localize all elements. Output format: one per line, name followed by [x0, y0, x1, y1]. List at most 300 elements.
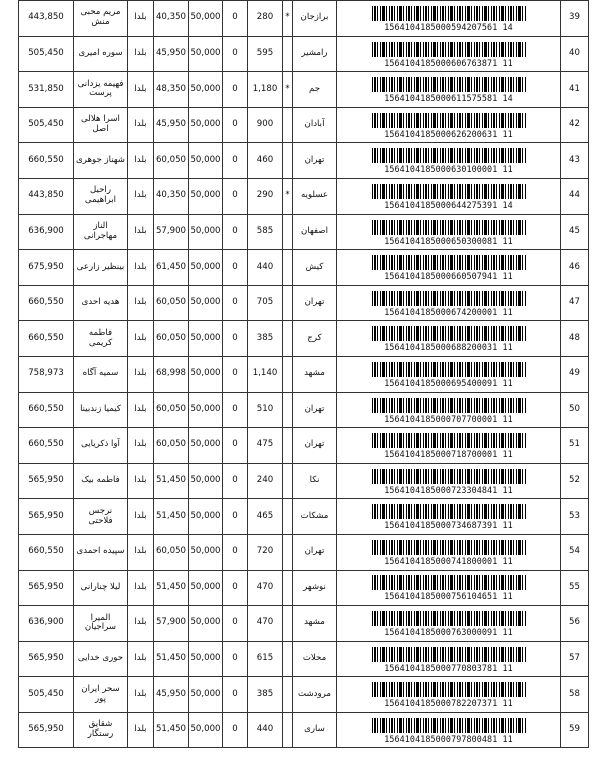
total-cell: [19, 641, 74, 677]
base-fee-cell: [189, 606, 223, 642]
city-cell: [293, 677, 337, 713]
row-name: بینظیر زارعی: [76, 261, 125, 272]
zero-cell: [223, 463, 248, 499]
city-cell: [293, 428, 337, 464]
row-total: 565,950: [28, 475, 64, 486]
row-amount: 45,950: [155, 688, 187, 699]
barcode-number: 1564104185000660507941 11: [384, 271, 513, 282]
city-cell: [293, 463, 337, 499]
row-type: بلدا: [134, 83, 147, 94]
row-total: 660,550: [28, 439, 64, 450]
amount-cell: [154, 72, 189, 108]
row-city: کیش: [305, 261, 324, 272]
row-base: 50,000: [190, 546, 221, 557]
row-index-cell: [561, 463, 589, 499]
row-city: تهران: [304, 403, 325, 414]
zero-cell: [223, 570, 248, 606]
row-type: بلدا: [134, 581, 147, 592]
recipient-name-cell: [74, 428, 128, 464]
row-amount: 48,350: [155, 83, 187, 94]
amount-cell: [154, 606, 189, 642]
base-fee-cell: [189, 107, 223, 143]
row-city: اصفهان: [301, 225, 328, 236]
barcode-number: 1564104185000707700001 11: [384, 413, 513, 424]
row-type: بلدا: [134, 12, 147, 23]
row-index-cell: [561, 570, 589, 606]
row-index-cell: [561, 499, 589, 535]
star-cell: [283, 677, 293, 713]
row-total: 505,450: [28, 47, 64, 58]
row-base: 50,000: [190, 83, 221, 94]
row-idx: 45: [569, 225, 580, 236]
row-city: مشکات: [300, 510, 329, 521]
recipient-name-cell: [74, 178, 128, 214]
base-fee-cell: [189, 356, 223, 392]
row-amount: 51,450: [155, 475, 187, 486]
row-number: 585: [256, 225, 274, 236]
row-base: 50,000: [190, 475, 221, 486]
base-fee-cell: [189, 285, 223, 321]
barcode-cell: [337, 463, 561, 499]
barcode-graphic: [372, 184, 526, 199]
barcode-cell: [337, 36, 561, 72]
star-cell: [283, 570, 293, 606]
star-cell: [283, 250, 293, 286]
row-city: نکا: [309, 475, 320, 486]
row-total: 660,550: [28, 546, 64, 557]
row-type: بلدا: [134, 510, 147, 521]
row-number: 1,140: [252, 368, 278, 379]
total-cell: [19, 36, 74, 72]
barcode-cell: [337, 107, 561, 143]
barcode-cell: [337, 1, 561, 37]
row-city: تهران: [304, 546, 325, 557]
row-index-cell: [561, 1, 589, 37]
row-base: 50,000: [190, 617, 221, 628]
row-total: 443,850: [28, 190, 64, 201]
total-cell: [19, 178, 74, 214]
barcode-graphic: [372, 433, 526, 448]
zero-cell: [223, 534, 248, 570]
barcode-graphic: [372, 611, 526, 626]
row-city: تهران: [304, 297, 325, 308]
base-fee-cell: [189, 428, 223, 464]
row-idx: 41: [569, 83, 580, 94]
base-fee-cell: [189, 641, 223, 677]
weight-cell: [248, 570, 283, 606]
amount-cell: [154, 107, 189, 143]
barcode-cell: [337, 534, 561, 570]
amount-cell: [154, 677, 189, 713]
row-zero: 0: [232, 190, 238, 201]
recipient-name-cell: [74, 534, 128, 570]
row-number: 460: [256, 154, 274, 165]
row-total: 636,900: [28, 617, 64, 628]
recipient-name-cell: [74, 214, 128, 250]
barcode-cell: [337, 606, 561, 642]
amount-cell: [154, 321, 189, 357]
row-idx: 39: [569, 12, 580, 23]
weight-cell: [248, 321, 283, 357]
star-cell: [283, 178, 293, 214]
row-idx: 48: [569, 332, 580, 343]
total-cell: [19, 712, 74, 748]
amount-cell: [154, 250, 189, 286]
table-row: [19, 72, 589, 108]
row-type: بلدا: [134, 261, 147, 272]
zero-cell: [223, 677, 248, 713]
star-cell: [283, 534, 293, 570]
row-total: 660,550: [28, 297, 64, 308]
row-number: 240: [256, 475, 274, 486]
barcode-cell: [337, 143, 561, 179]
total-cell: [19, 392, 74, 428]
row-type: بلدا: [134, 368, 147, 379]
row-type: بلدا: [134, 475, 147, 486]
table-row: [19, 463, 589, 499]
base-fee-cell: [189, 499, 223, 535]
row-zero: 0: [232, 154, 238, 165]
base-fee-cell: [189, 712, 223, 748]
row-name: آوا ذکریایی: [81, 439, 120, 450]
total-cell: [19, 534, 74, 570]
barcode-graphic: [372, 42, 526, 57]
barcode-number: 1564104185000644275391 14: [384, 199, 513, 210]
row-index-cell: [561, 285, 589, 321]
city-cell: [293, 250, 337, 286]
weight-cell: [248, 250, 283, 286]
barcode-cell: [337, 321, 561, 357]
row-type: بلدا: [134, 332, 147, 343]
table-row: [19, 285, 589, 321]
row-index-cell: [561, 641, 589, 677]
row-type: بلدا: [134, 154, 147, 165]
row-city: برازجان: [300, 12, 329, 23]
row-zero: 0: [232, 581, 238, 592]
barcode-graphic: [372, 362, 526, 377]
total-cell: [19, 570, 74, 606]
recipient-name-cell: [74, 143, 128, 179]
total-cell: [19, 250, 74, 286]
table-row: [19, 107, 589, 143]
amount-cell: [154, 392, 189, 428]
row-zero: 0: [232, 119, 238, 130]
row-name: لیلا چنارانی: [80, 581, 121, 592]
barcode-number: 1564104185000674200001 11: [384, 306, 513, 317]
row-amount: 60,050: [155, 332, 187, 343]
barcode-graphic: [372, 718, 526, 733]
row-amount: 60,050: [155, 154, 187, 165]
barcode-number: 1564104185000756104651 11: [384, 591, 513, 602]
row-type: بلدا: [134, 724, 147, 735]
row-index-cell: [561, 178, 589, 214]
barcode-number: 1564104185000797800481 11: [384, 733, 513, 744]
base-fee-cell: [189, 392, 223, 428]
base-fee-cell: [189, 677, 223, 713]
amount-cell: [154, 499, 189, 535]
total-cell: [19, 214, 74, 250]
amount-cell: [154, 641, 189, 677]
row-number: 615: [256, 653, 274, 664]
row-name: مریم محبی منش: [80, 7, 121, 28]
row-idx: 50: [569, 403, 580, 414]
table-row: [19, 534, 589, 570]
barcode-cell: [337, 392, 561, 428]
zero-cell: [223, 321, 248, 357]
row-type: بلدا: [134, 439, 147, 450]
amount-cell: [154, 1, 189, 37]
barcode-graphic: [372, 398, 526, 413]
weight-cell: [248, 356, 283, 392]
barcode-graphic: [372, 113, 526, 128]
zero-cell: [223, 392, 248, 428]
row-number: 440: [256, 261, 274, 272]
row-name: کیمیا زندبینا: [80, 403, 121, 414]
row-idx: 43: [569, 154, 580, 165]
type-cell: [128, 712, 154, 748]
row-type: بلدا: [134, 403, 147, 414]
row-city: کرج: [307, 332, 322, 343]
row-idx: 55: [569, 581, 580, 592]
weight-cell: [248, 606, 283, 642]
table-row: [19, 641, 589, 677]
zero-cell: [223, 214, 248, 250]
type-cell: [128, 143, 154, 179]
type-cell: [128, 534, 154, 570]
barcode-number: 1564104185000611575581 14: [384, 93, 513, 104]
row-zero: 0: [232, 403, 238, 414]
row-idx: 44: [569, 190, 580, 201]
star-cell: [283, 356, 293, 392]
base-fee-cell: [189, 463, 223, 499]
row-number: 385: [256, 688, 274, 699]
row-base: 50,000: [190, 403, 221, 414]
row-number: 720: [256, 546, 274, 557]
row-index-cell: [561, 214, 589, 250]
city-cell: [293, 534, 337, 570]
row-amount: 57,900: [155, 617, 187, 628]
recipient-name-cell: [74, 1, 128, 37]
recipient-name-cell: [74, 392, 128, 428]
row-base: 50,000: [190, 154, 221, 165]
recipient-name-cell: [74, 641, 128, 677]
row-total: 565,950: [28, 510, 64, 521]
zero-cell: [223, 36, 248, 72]
barcode-graphic: [372, 6, 526, 21]
barcode-number: 1564104185000782207371 11: [384, 698, 513, 709]
recipient-name-cell: [74, 72, 128, 108]
row-base: 50,000: [190, 261, 221, 272]
barcode-number: 1564104185000741800001 11: [384, 555, 513, 566]
row-type: بلدا: [134, 546, 147, 557]
row-total: 636,900: [28, 225, 64, 236]
row-number: 290: [256, 190, 274, 201]
star-cell: [283, 107, 293, 143]
row-index-cell: [561, 677, 589, 713]
weight-cell: [248, 143, 283, 179]
row-amount: 40,350: [155, 190, 187, 201]
star-cell: [283, 36, 293, 72]
row-amount: 51,450: [155, 581, 187, 592]
table-row: [19, 36, 589, 72]
row-base: 50,000: [190, 190, 221, 201]
row-base: 50,000: [190, 581, 221, 592]
row-number: 470: [256, 617, 274, 628]
type-cell: [128, 392, 154, 428]
barcode-graphic: [372, 575, 526, 590]
barcode-graphic: [372, 647, 526, 662]
total-cell: [19, 463, 74, 499]
total-cell: [19, 428, 74, 464]
barcode-cell: [337, 428, 561, 464]
star-cell: [283, 214, 293, 250]
row-amount: 68,998: [155, 368, 187, 379]
zero-cell: [223, 712, 248, 748]
row-city: عسلویه: [300, 190, 329, 201]
row-name: سحر ایران پور: [81, 683, 120, 704]
row-amount: 51,450: [155, 724, 187, 735]
amount-cell: [154, 36, 189, 72]
city-cell: [293, 321, 337, 357]
total-cell: [19, 285, 74, 321]
row-total: 565,950: [28, 724, 64, 735]
row-amount: 60,050: [155, 546, 187, 557]
barcode-number: 1564104185000650300081 11: [384, 235, 513, 246]
type-cell: [128, 356, 154, 392]
row-zero: 0: [232, 47, 238, 58]
row-base: 50,000: [190, 47, 221, 58]
row-number: 465: [256, 510, 274, 521]
base-fee-cell: [189, 143, 223, 179]
row-name: شقایق رستگار: [87, 719, 114, 740]
barcode-cell: [337, 499, 561, 535]
recipient-name-cell: [74, 463, 128, 499]
star-cell: [283, 712, 293, 748]
row-index-cell: [561, 606, 589, 642]
barcode-number: 1564104185000594207561 14: [384, 21, 513, 32]
weight-cell: [248, 428, 283, 464]
type-cell: [128, 641, 154, 677]
city-cell: [293, 392, 337, 428]
row-number: 595: [256, 47, 274, 58]
weight-cell: [248, 107, 283, 143]
row-type: بلدا: [134, 297, 147, 308]
zero-cell: [223, 606, 248, 642]
base-fee-cell: [189, 214, 223, 250]
row-zero: 0: [232, 261, 238, 272]
table-row: [19, 606, 589, 642]
city-cell: [293, 72, 337, 108]
base-fee-cell: [189, 250, 223, 286]
barcode-graphic: [372, 469, 526, 484]
type-cell: [128, 428, 154, 464]
row-zero: 0: [232, 368, 238, 379]
amount-cell: [154, 214, 189, 250]
total-cell: [19, 107, 74, 143]
barcode-number: 1564104185000606763871 11: [384, 57, 513, 68]
star-cell: [283, 463, 293, 499]
row-amount: 45,950: [155, 119, 187, 130]
barcode-cell: [337, 285, 561, 321]
weight-cell: [248, 463, 283, 499]
table-row: [19, 677, 589, 713]
star-cell: [283, 392, 293, 428]
star-cell: [283, 143, 293, 179]
amount-cell: [154, 463, 189, 499]
row-star: *: [285, 12, 290, 23]
weight-cell: [248, 534, 283, 570]
row-index-cell: [561, 107, 589, 143]
recipient-name-cell: [74, 677, 128, 713]
table-row: [19, 570, 589, 606]
barcode-cell: [337, 356, 561, 392]
row-amount: 45,950: [155, 47, 187, 58]
row-zero: 0: [232, 83, 238, 94]
star-cell: [283, 641, 293, 677]
barcode-number: 1564104185000763000091 11: [384, 627, 513, 638]
row-zero: 0: [232, 510, 238, 521]
row-index-cell: [561, 712, 589, 748]
row-idx: 52: [569, 475, 580, 486]
total-cell: [19, 606, 74, 642]
zero-cell: [223, 250, 248, 286]
row-city: مشهد: [304, 617, 325, 628]
row-amount: 40,350: [155, 12, 187, 23]
row-total: 505,450: [28, 119, 64, 130]
row-index-cell: [561, 250, 589, 286]
city-cell: [293, 641, 337, 677]
type-cell: [128, 570, 154, 606]
base-fee-cell: [189, 178, 223, 214]
zero-cell: [223, 107, 248, 143]
row-idx: 47: [569, 297, 580, 308]
row-city: نوشهر: [303, 581, 326, 592]
row-zero: 0: [232, 475, 238, 486]
row-zero: 0: [232, 617, 238, 628]
recipient-name-cell: [74, 285, 128, 321]
table-row: [19, 178, 589, 214]
row-idx: 53: [569, 510, 580, 521]
star-cell: [283, 321, 293, 357]
row-index-cell: [561, 534, 589, 570]
row-name: الناز مهاجرانی: [83, 220, 118, 241]
row-type: بلدا: [134, 688, 147, 699]
row-base: 50,000: [190, 12, 221, 23]
row-amount: 60,050: [155, 297, 187, 308]
city-cell: [293, 606, 337, 642]
row-city: تهران: [304, 439, 325, 450]
barcode-graphic: [372, 540, 526, 555]
table-row: [19, 499, 589, 535]
row-star: *: [285, 83, 290, 94]
row-idx: 40: [569, 47, 580, 58]
row-idx: 54: [569, 546, 580, 557]
type-cell: [128, 499, 154, 535]
row-total: 565,950: [28, 581, 64, 592]
row-number: 1,180: [252, 83, 278, 94]
barcode-number: 1564104185000626200631 11: [384, 128, 513, 139]
row-zero: 0: [232, 225, 238, 236]
weight-cell: [248, 677, 283, 713]
star-cell: [283, 285, 293, 321]
row-name: فاطمه بیک: [81, 475, 120, 486]
row-number: 900: [256, 119, 274, 130]
recipient-name-cell: [74, 499, 128, 535]
city-cell: [293, 214, 337, 250]
barcode-number: 1564104185000688200031 11: [384, 342, 513, 353]
recipient-name-cell: [74, 321, 128, 357]
row-zero: 0: [232, 688, 238, 699]
